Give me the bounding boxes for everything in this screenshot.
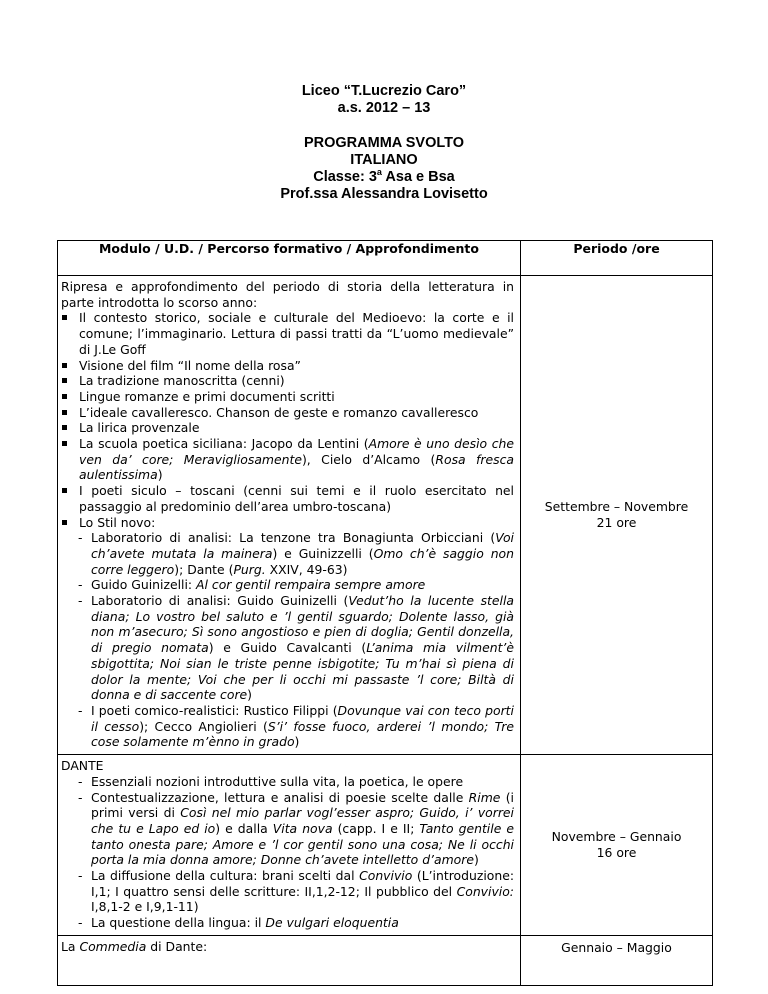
module-topic-list xyxy=(61,310,514,750)
list-item: - Laboratorio di analisi: Guido Guinizelli (Vedut’ho la lucente stella diana; Lo vostro bel saluto e ’l gentil sguardo; Dolente lasso, già non m’asecuro; Sì sono angostioso e pien di doglia; Gentil donzella, di pregio nomata) e Guido Cavalcanti (L’anima mia vilment’è sbigottita; Noi sian le triste penne isbigotite; Tu m’hai sì piena di dolor la mente; Voi che per li occhi mi passaste ’l core; Biltà di donna e di saccente core) xyxy=(64,593,514,703)
list-item: - La diffusione della cultura: brani scelti dal Convivio (L’introduzione: I,1; I quattro sensi delle scritture: II,1,2-12; Il pubblico del Convivio: I,8,1-2 e I,9,1-11) xyxy=(64,868,514,915)
list-item: Visione del film “Il nome della rosa” xyxy=(61,358,514,374)
period-months: Novembre – Gennaio xyxy=(551,829,682,845)
list-item: I poeti siculo – toscani (cenni sui temi e il ruolo esercitato nel passaggio al predominio dell’area umbro-toscana) xyxy=(61,483,514,514)
list-item: Lo Stil novo: - Laboratorio di analisi: La tenzone tra Bonagiunta Orbicciani (Voi ch’avete mutata la mainera) e Guinizzelli (Omo ch’è saggio non corre leggero); Dante (Purg. XXIV, 49-63) - Guido Guinizelli: Al cor gentil rempaira sempre amore - Laboratorio di analisi: Guido Guinizelli (Vedut’ho la lucente stella diana; Lo vostro bel saluto e ’l gentil sguardo; Dolente lasso, già non m’asecuro; Sì sono angostioso e pien di doglia; Gentil donzella, di pregio nomata) e Guido Cavalcanti (L’anima mia vilment’è sbigottita; Noi sian le triste penne isbigotite; Tu m’hai sì piena di dolor la mente; Voi che per li occhi mi passaste ’l core; Biltà di donna e di saccente core) - I poeti comico-realistici: Rustico Filippi (Dovunque vai con teco porti il cesso); Cecco Angiolieri (S’i’ fosse fuoco, arderei ’l mondo; Tre cose solamente m’ènno in grado) xyxy=(61,515,514,751)
list-item: - La questione della lingua: il De vulgari eloquentia xyxy=(64,915,514,931)
program-table xyxy=(57,240,713,986)
module-title: DANTE xyxy=(61,758,104,774)
dante-sublist xyxy=(61,774,514,931)
list-item: La tradizione manoscritta (cenni) xyxy=(61,373,514,389)
list-item: Il contesto storico, sociale e culturale del Medioevo: la corte e il comune; l’immaginario. Lettura di passi tratti da “L’uomo medievale” di J.Le Goff xyxy=(61,310,514,357)
list-item: La scuola poetica siciliana: Jacopo da Lentini (Amore è uno desìo che ven da’ core; Meravigliosamente), Cielo d’Alcamo (Rosa fresca aulentissima) xyxy=(61,436,514,483)
col-header-module: Modulo / U.D. / Percorso formativo / Approfondimento xyxy=(58,241,521,276)
document-title: PROGRAMMA SVOLTO xyxy=(303,135,465,151)
school-name: Liceo “T.Lucrezio Caro” xyxy=(301,83,467,99)
list-item: Lingue romanze e primi documenti scritti xyxy=(61,389,514,405)
module-cell: La Commedia di Dante: xyxy=(58,935,521,985)
list-item: - Guido Guinizelli: Al cor gentil rempaira sempre amore xyxy=(64,577,514,593)
period-hours: 16 ore xyxy=(596,844,637,860)
list-item: L’ideale cavalleresco. Chanson de geste e romanzo cavalleresco xyxy=(61,405,514,421)
class-line: Classe: 3$^a$ Asa e Bsa xyxy=(313,167,455,185)
list-item: - Essenziali nozioni introduttive sulla vita, la poetica, le opere xyxy=(64,774,514,790)
period-cell xyxy=(521,276,713,755)
table-row xyxy=(58,276,713,755)
module-intro: Ripresa e approfondimento del periodo di storia della letteratura in parte introdotta lo scorso anno: xyxy=(61,279,514,310)
list-item: La lirica provenzale xyxy=(61,420,514,436)
subject: ITALIANO xyxy=(350,152,418,168)
period-cell xyxy=(521,935,713,985)
col-header-period: Periodo /ore xyxy=(521,241,713,276)
list-item: - I poeti comico-realistici: Rustico Filippi (Dovunque vai con teco porti il cesso); Cecco Angiolieri (S’i’ fosse fuoco, arderei ’l mondo; Tre cose solamente m’ènno in grado) xyxy=(64,703,514,750)
teacher-name: Prof.ssa Alessandra Lovisetto xyxy=(280,186,488,202)
document-header xyxy=(0,83,768,203)
table-header-row xyxy=(58,241,713,276)
module-cell xyxy=(58,755,521,936)
table-row xyxy=(58,755,713,936)
list-item: - Laboratorio di analisi: La tenzone tra Bonagiunta Orbicciani (Voi ch’avete mutata la mainera) e Guinizzelli (Omo ch’è saggio non corre leggero); Dante (Purg. XXIV, 49-63) xyxy=(64,530,514,577)
module-cell xyxy=(58,276,521,755)
list-item: - Contestualizzazione, lettura e analisi di poesie scelte dalle Rime (i primi versi di Così nel mio parlar vogl’esser aspro; Guido, i’ vorrei che tu e Lapo ed io) e dalla Vita nova (capp. I e II; Tanto gentile e tanto onesta pare; Amore e ’l cor gentil sono una cosa; Ne li occhi porta la mia donna amore; Donne ch’avete intelletto d’amore) xyxy=(64,790,514,869)
period-months: Settembre – Novembre xyxy=(544,499,689,515)
period-cell xyxy=(521,755,713,936)
period-hours: 21 ore xyxy=(596,515,637,531)
table-row xyxy=(58,935,713,985)
period-months: Gennaio – Maggio xyxy=(561,939,672,955)
stilnovo-sublist xyxy=(61,530,514,750)
school-year: a.s. 2012 – 13 xyxy=(337,100,431,116)
